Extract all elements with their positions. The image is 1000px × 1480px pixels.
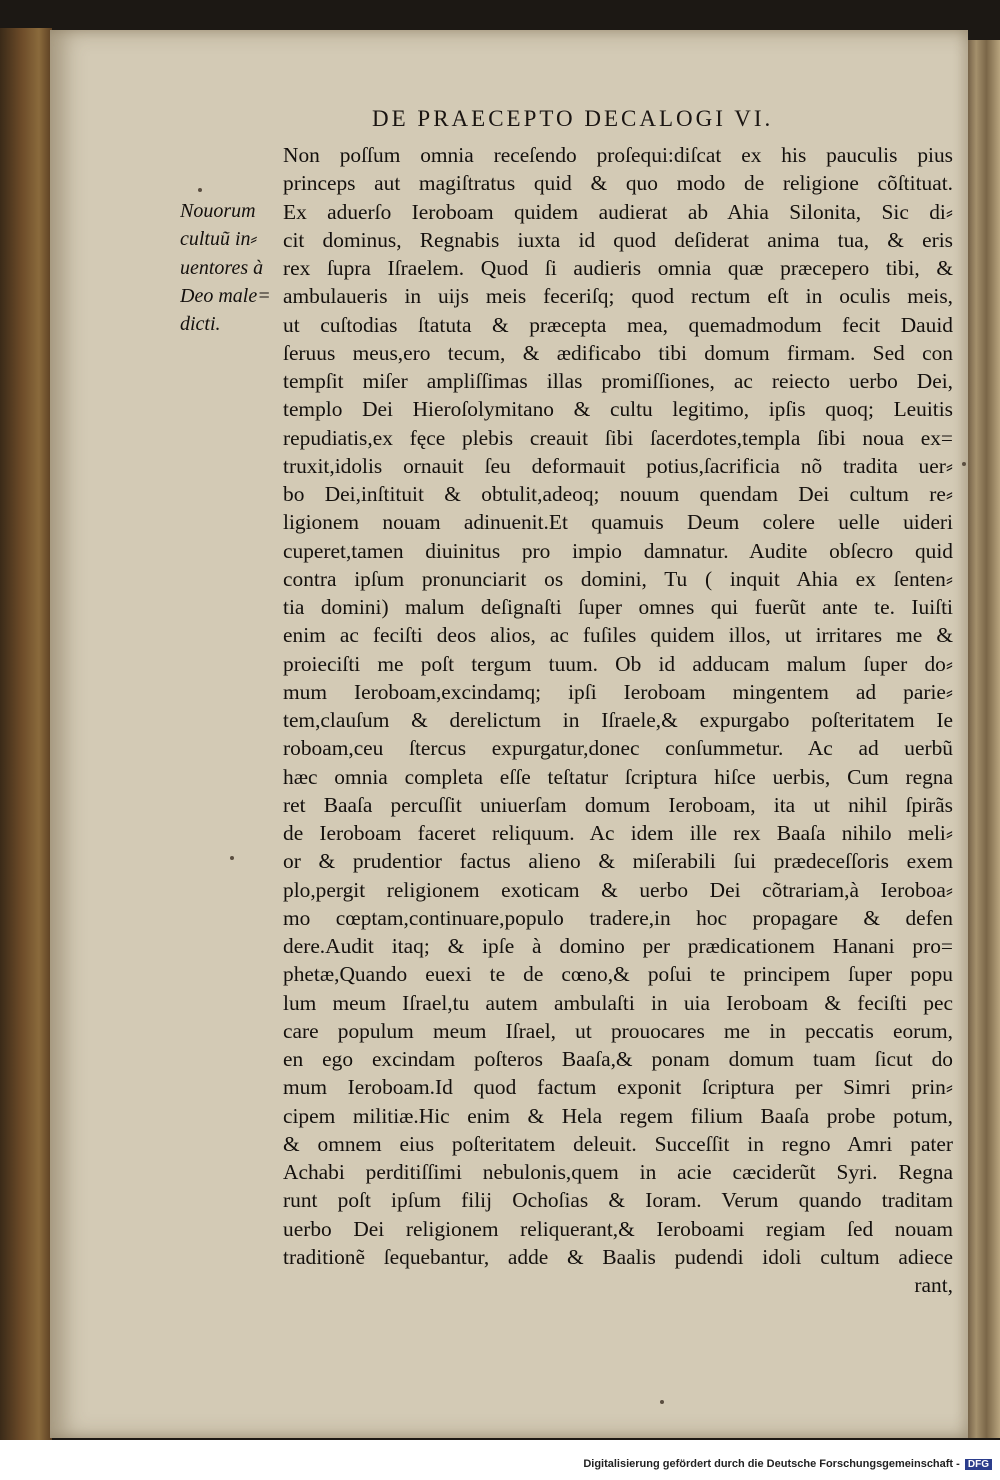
text-line: truxit,idolis ornauit ſeu deformauit potius,ſacrificia nõ tradita uer⸗ <box>283 453 953 478</box>
text-line: Ex aduerſo Ieroboam quidem audierat ab Ahia Silonita, Sic di⸗ <box>283 199 953 224</box>
text-line: enim ac feciſti deos alios, ac fuſiles quidem illos, ut irritares me & <box>283 623 953 648</box>
book-edge-right <box>966 40 1000 1438</box>
text-line: ambulaueris in uijs meis feceriſq; quod rectum eſt in oculis meis, <box>283 284 953 309</box>
text-line: tia domini) malum deſignaſti ſuper omnes qui fuerũt ante te. Iuiſti <box>283 595 953 619</box>
running-header: DE PRAECEPTO DECALOGI VI. <box>372 106 774 131</box>
text-line: ut cuſtodias ſtatuta & præcepta mea, quemadmodum fecit Dauid <box>283 312 953 337</box>
text-line: princeps aut magiſtratus quid & quo modo de religione cõſtituat. <box>283 171 953 196</box>
text-line: contra ipſum pronunciarit os domini, Tu ( inquit Ahia ex ſenten⸗ <box>283 566 953 591</box>
page-speck <box>962 462 966 466</box>
text-line: rex ſupra Iſraelem. Quod ſi audieris omnia quæ præcepero tibi, & <box>283 256 953 280</box>
margin-note-line: dicti. <box>180 313 221 335</box>
text-line: tem,clauſum & derelictum in Iſraele,& expurgabo poſteritatem Ie <box>283 708 953 732</box>
text-line: plo,pergit religionem exoticam & uerbo Dei cõtrariam,à Ieroboa⸗ <box>283 877 953 902</box>
page-speck <box>230 856 234 860</box>
text-line: tempſit miſer ampliſſimas illas promiſſiones, ac reiecto uerbo Dei, <box>283 369 953 393</box>
text-line: cipem militiæ.Hic enim & Hela regem filium Baaſa probe potum, <box>283 1103 953 1128</box>
credit-text: Digitalisierung gefördert durch die Deutsche Forschungsgemeinschaft - <box>583 1458 960 1470</box>
text-line: templo Dei Hieroſolymitano & cultu legitimo, ipſis quoq; Leuitis <box>283 397 953 422</box>
text-line: proieciſti me poſt tergum tuum. Ob id adducam malum ſuper do⸗ <box>283 651 953 676</box>
page-speck <box>660 1400 664 1404</box>
margin-note <box>180 197 278 338</box>
text-line: roboam,ceu ſtercus expurgatur,donec conſummetur. Ac ad uerbũ <box>283 736 953 761</box>
text-line: hæc omnia completa eſſe teſtatur ſcriptura hiſce uerbis, Cum regna <box>283 764 953 789</box>
text-line: de Ieroboam faceret reliquum. Ac idem ille rex Baaſa nihilo meli⸗ <box>283 821 953 845</box>
text-line: mum Ieroboam,excindamq; ipſi Ieroboam mingentem ad parie⸗ <box>283 679 953 704</box>
text-line: runt poſt ipſum filij Ochoſias & Ioram. Verum quando traditam <box>283 1188 953 1213</box>
text-line: bo Dei,inſtituit & obtulit,adeoq; nouum quendam Dei cultum re⸗ <box>283 482 953 506</box>
text-line: cuperet,tamen diuinitus pro impio damnatur. Audite obſecro quid <box>283 538 953 563</box>
text-line: cit dominus, Regnabis iuxta id quod deſiderat anima tua, & eris <box>283 227 953 252</box>
text-line: uerbo Dei religionem reliquerant,& Ieroboami regiam ſed nouam <box>283 1216 953 1241</box>
margin-note-line: uentores à <box>180 256 264 279</box>
book-edge-left <box>0 28 52 1440</box>
catchword: rant, <box>914 1273 953 1297</box>
text-line: phetæ,Quando euexi te de cœno,& poſui te principem ſuper popu <box>283 962 953 987</box>
margin-note-line: Deo male= <box>180 284 271 307</box>
text-line: lum meum Iſrael,tu autem ambulaſti in uia Ieroboam & feciſti pec <box>283 990 953 1015</box>
text-line: or & prudentior factus alieno & miſerabili ſui prædeceſſoris exem <box>283 849 953 874</box>
page-speck <box>198 188 202 192</box>
text-line: mo cœptam,continuare,populo tradere,in hoc propagare & defen <box>283 905 953 930</box>
margin-note-line: Nouorum <box>180 200 256 222</box>
text-line: repudiatis,ex fęce plebis creauit ſibi ſacerdotes,templa ſibi noua ex= <box>283 425 953 450</box>
text-line: mum Ieroboam.Id quod factum exponit ſcriptura per Simri prin⸗ <box>283 1075 953 1100</box>
text-line: care populum meum Iſrael, ut prouocares me in peccatis eorum, <box>283 1018 953 1043</box>
text-line: ſeruus meus,ero tecum, & ædificabo tibi domum firmam. Sed con <box>283 340 953 365</box>
text-line: Achabi perditiſſimi nebulonis,quem in acie cæciderũt Syri. Regna <box>283 1160 953 1184</box>
text-line: ligionem nouam adinuenit.Et quamuis Deum colere uelle uideri <box>283 510 953 535</box>
dfg-logo: DFG <box>965 1459 992 1470</box>
text-line: & omnem eius poſteritatem deleuit. Succeſſit in regno Amri pater <box>283 1131 953 1156</box>
text-line: ret Baaſa percuſſit uniuerſam domum Ieroboam, ita ut nihil ſpirãs <box>283 792 953 817</box>
body-text <box>283 141 953 1299</box>
text-line: Non poſſum omnia receſendo proſequi:diſcat ex his pauculis pius <box>283 143 953 167</box>
margin-note-line: cultuũ in⸗ <box>180 228 258 251</box>
text-line: traditionẽ ſequebantur, adde & Baalis pudendi idoli cultum adiece <box>283 1244 953 1269</box>
digitization-credit <box>583 1458 992 1470</box>
text-line: dere.Audit itaq; & ipſe à domino per prædicationem Hanani pro= <box>283 934 953 958</box>
text-line: en ego excindam poſteros Baaſa,& ponam domum tuam ſicut do <box>283 1047 953 1071</box>
